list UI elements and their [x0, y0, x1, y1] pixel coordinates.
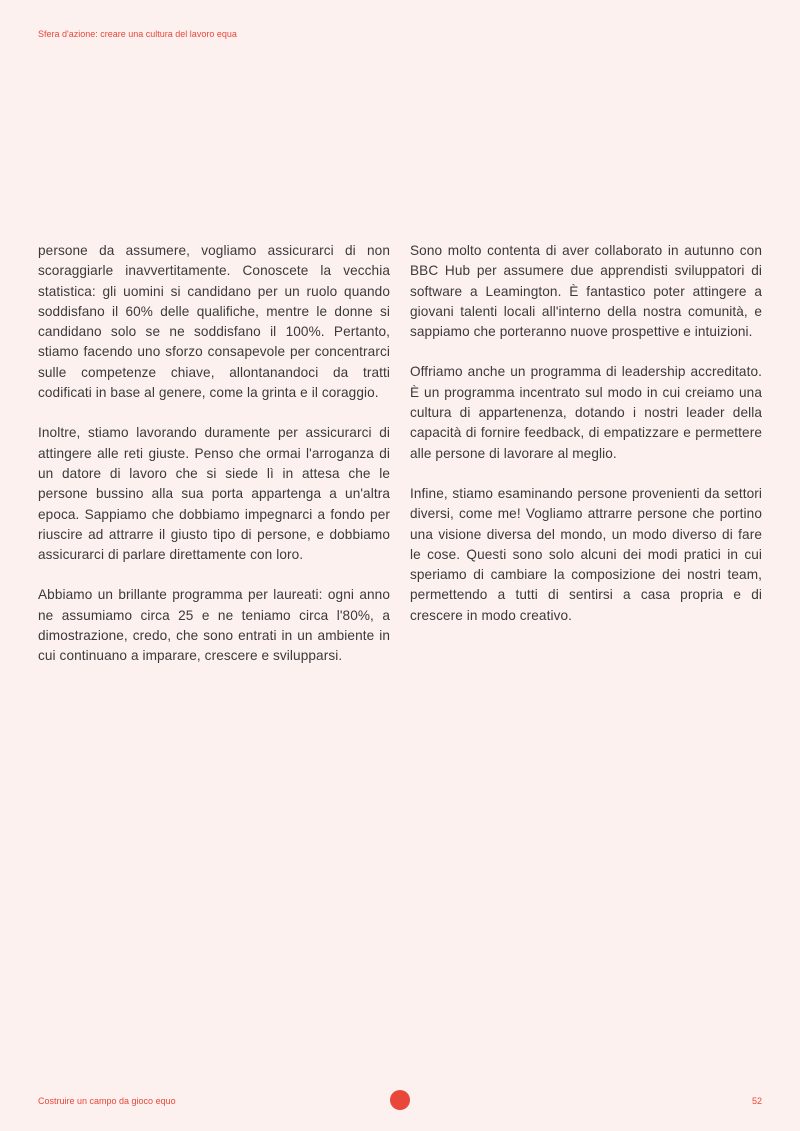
right-column [410, 241, 762, 646]
page-footer [0, 1090, 800, 1110]
paragraph: Sono molto contenta di aver collaborato in autunno con BBC Hub per assumere due apprendisti sviluppatori di software a Leamington. È fantastico poter attingere a giovani talenti locali all'interno della nostra comunità, e sappiamo che porteranno nuove prospettive e intuizioni. [410, 243, 762, 340]
paragraph: Infine, stiamo esaminando persone provenienti da settori diversi, come me! Vogliamo attrarre persone che portino una visione diversa del mondo, un modo diverso di fare le cose. Questi sono solo alcuni dei modi pratici in cui speriamo di cambiare la composizione dei nostri team, permettendo a tutti di sentirsi a casa propria e di crescere in modo creativo. [410, 485, 762, 623]
paragraph: Inoltre, stiamo lavorando duramente per assicurarci di attingere alle reti giuste. Penso che ormai l'arroganza di un datore di lavoro che si siede lì in attesa che le persone bussino alla sua porta appartenga a un'altra epoca. Sappiamo che dobbiamo impegnarci a fondo per riuscire ad attrarre il giusto tipo di persone, e dobbiamo assicurarci di parlare direttamente con loro. [38, 425, 390, 563]
paragraph: Offriamo anche un programma di leadership accreditato. È un programma incentrato sul modo in cui creiamo una cultura di appartenenza, dotando i nostri leader della capacità di fornire feedback, di empatizzare e permettere alle persone di lavorare al meglio. [410, 364, 762, 461]
footer-dot-icon [390, 1090, 410, 1110]
section-header: Sfera d'azione: creare una cultura del lavoro equa [38, 29, 237, 39]
paragraph: Abbiamo un brillante programma per laureati: ogni anno ne assumiamo circa 25 e ne teniamo circa l'80%, a dimostrazione, credo, che sono entrati in un ambiente in cui continuano a imparare, crescere e svilupparsi. [38, 587, 390, 664]
paragraph: persone da assumere, vogliamo assicurarci di non scoraggiarle inavvertitamente. Conoscete la vecchia statistica: gli uomini si candidano per un ruolo quando soddisfano il 60% delle qualifiche, mentre le donne si candidano solo se ne soddisfano il 100%. Pertanto, stiamo facendo uno sforzo consapevole per concentrarci sulle competenze chiave, allontanandoci da tratti codificati in base al genere, come la grinta e il coraggio. [38, 243, 390, 401]
footer-document-title: Costruire un campo da gioco equo [38, 1096, 176, 1106]
page-number: 52 [751, 1096, 762, 1106]
left-column [38, 241, 390, 687]
